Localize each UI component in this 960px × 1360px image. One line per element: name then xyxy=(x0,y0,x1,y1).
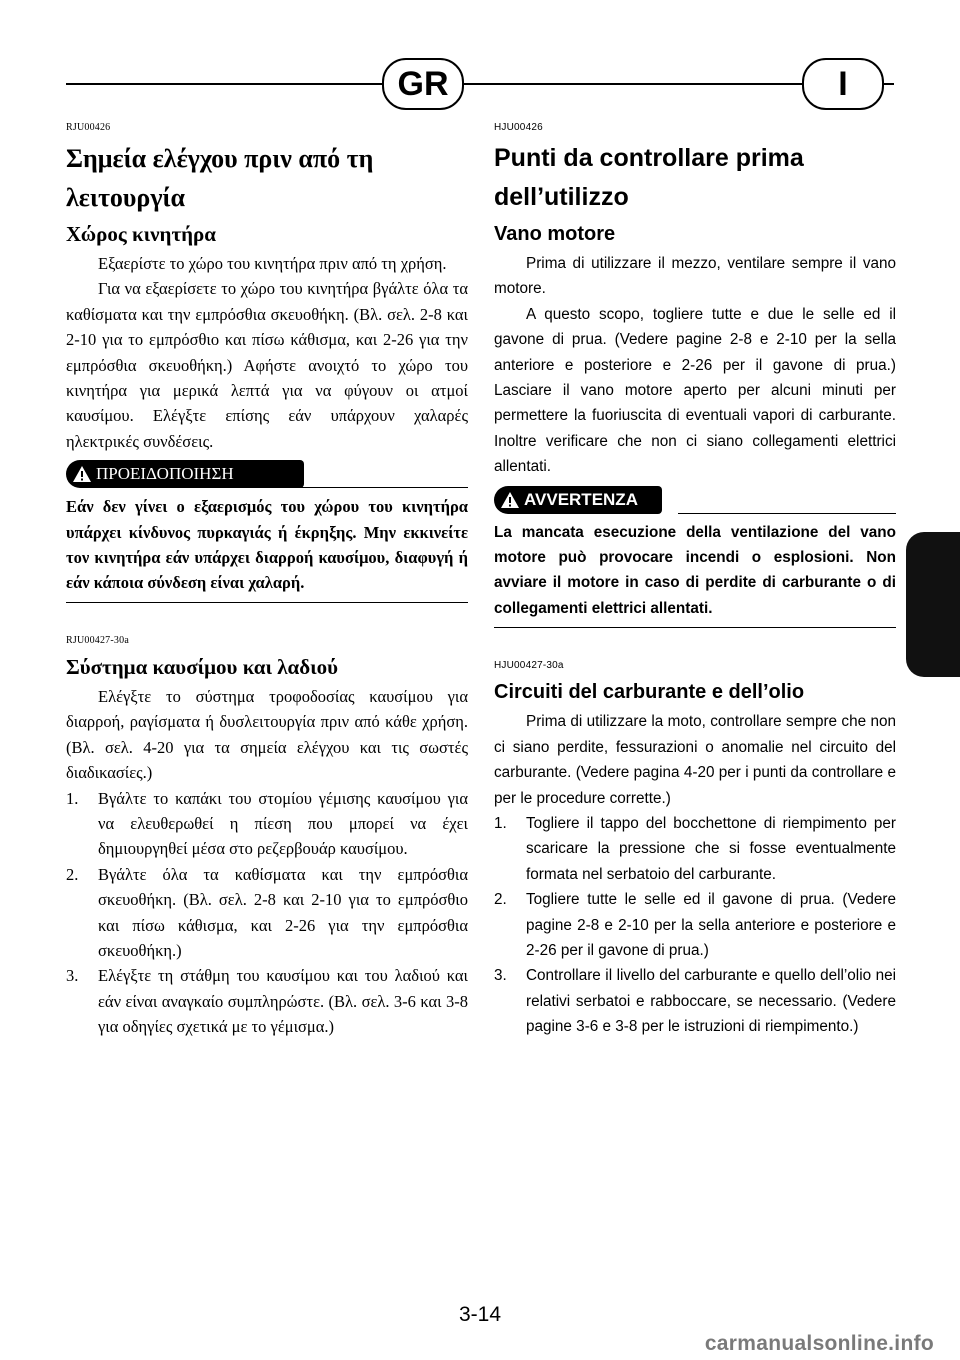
paragraph: Εξαερίστε το χώρο του κινητήρα πριν από τη χρήση. xyxy=(98,254,447,273)
paragraph: Ελέγξτε το σύστημα τροφοδοσίας καυσίμου για διαρροή, ραγίσματα ή δυσλειτουργία πριν από κάθε χρήση. (Βλ. σελ. 4-20 για τα σημεία ελέγχου και τις σωστές διαδικασίες.) xyxy=(66,686,468,783)
list-item xyxy=(66,786,468,862)
greek-column xyxy=(66,122,468,1040)
section-code: RJU00426 xyxy=(66,122,111,133)
chapter-thumb-tab xyxy=(906,532,960,677)
language-tab-italian: I xyxy=(802,58,884,110)
list-item xyxy=(66,862,468,964)
subsection-title: Vano motore xyxy=(494,223,616,245)
section-code: HJU00427-30a xyxy=(494,660,564,672)
warning-rule xyxy=(678,513,896,514)
warning-header xyxy=(66,460,468,490)
step-text: Controllare il livello del carburante e quello dell’olio nei relativi serbatoi e rabboccare, se necessario. (Vedere pagine 3-6 e 3-8 per le istruzioni di riempimento.) xyxy=(526,967,896,1036)
section-title: Σημεία ελέγχου πριν από τη λειτουργία xyxy=(66,144,374,212)
warning-text: Εάν δεν γίνει ο εξαερισμός του χώρου του κινητήρα υπάρχει κίνδυνος πυρκαγιάς ή έκρηξης. Μην εκκινείτε τον κινητήρα εάν υπάρχει διαρροή καυσίμου, διαφυγή ή εάν κάποια σύνδεση είναι χαλαρή. xyxy=(66,494,468,603)
warning-rule xyxy=(298,487,468,488)
section-title: Punti da controllare prima dell’utilizzo xyxy=(494,144,804,211)
section-code: HJU00426 xyxy=(494,122,543,133)
warning-badge xyxy=(494,486,662,514)
warning-label: AVVERTENZA xyxy=(524,489,638,509)
language-tab-greek: GR xyxy=(382,58,464,110)
warning-triangle-icon xyxy=(500,491,520,509)
step-number: 3. xyxy=(66,966,79,986)
section-code: RJU00427-30a xyxy=(66,634,129,646)
steps-list xyxy=(494,811,896,1040)
step-text: Ελέγξτε τη στάθμη του καυσίμου και του λαδιού και εάν είναι αναγκαίο συμπληρώστε. (Βλ. σελ. 3-6 και 3-8 για οδηγίες σχετικά με το γέμισμα.) xyxy=(98,966,468,1037)
steps-list xyxy=(66,786,468,1040)
list-item xyxy=(494,811,896,887)
header-rule xyxy=(66,83,894,85)
warning-header xyxy=(494,486,896,516)
warning-triangle-icon xyxy=(72,465,92,483)
step-number: 1. xyxy=(66,788,79,808)
step-number: 1. xyxy=(494,814,507,832)
page-number: 3-14 xyxy=(458,1303,502,1326)
step-text: Togliere il tappo del bocchettone di riempimento per scaricare la pressione che si fosse eventualmente formata nel serbatoio del carburante. xyxy=(526,814,896,883)
warning-badge xyxy=(66,460,304,488)
step-text: Togliere tutte le selle ed il gavone di prua. (Vedere pagine 2-8 e 2-10 per la sella anteriore e posteriore e 2-26 per il gavone di prua.) xyxy=(526,891,896,959)
paragraph: A questo scopo, togliere tutte e due le selle ed il gavone di prua. (Vedere pagine 2-8 e 2-10 per la sella anteriore e posteriore e 2-26 per il gavone di prua.) Lasciare il vano motore aperto per alcuni minuti per permettere la fuoriuscita di eventuali vapori di carburante. Inoltre verificare che non ci siano collegamenti elettrici allentati. xyxy=(494,305,896,476)
list-item xyxy=(66,963,468,1039)
step-number: 2. xyxy=(66,864,79,884)
subsection-title: Χώρος κινητήρα xyxy=(66,222,217,246)
watermark: carmanualsonline.info xyxy=(704,1332,934,1355)
warning-label: ΠΡΟΕΙΔΟΠΟΙΗΣΗ xyxy=(96,464,234,484)
step-text: Βγάλτε το καπάκι του στομίου γέμισης καυσίμου για να ελευθερωθεί η πίεση που μπορεί να έχει δημιουργηθεί μέσα στο ρεζερβουάρ καυσίμου. xyxy=(98,788,468,859)
subsection-title: Σύστημα καυσίμου και λαδιού xyxy=(66,654,339,679)
step-number: 2. xyxy=(494,891,507,909)
paragraph: Prima di utilizzare la moto, controllare sempre che non ci siano perdite, fessurazioni o anomalie nel circuito del carburante. (Vedere pagina 4-20 per i punti da controllare e per le procedure corrette.) xyxy=(494,713,896,807)
step-number: 3. xyxy=(494,967,507,985)
list-item xyxy=(494,887,896,963)
warning-text: La mancata esecuzione della ventilazione del vano motore può provocare incendi o esplosioni. Non avviare il motore in caso di perdite di carburante o di collegamenti elettrici allentati. xyxy=(494,520,896,629)
list-item xyxy=(494,963,896,1039)
paragraph: Για να εξαερίσετε το χώρο του κινητήρα βγάλτε όλα τα καθίσματα και την εμπρόσθια σκευοθήκη. (Βλ. σελ. 2-8 και 2-10 για το εμπρόσθιο και πίσω κάθισμα, και 2-26 για την εμπρόσθια σκευοθήκη.) Αφήστε ανοιχτό το χώρο του κινητήρα για μερικά λεπτά για να φύγουν οι ατμοί καυσίμου. Ελέγξτε επίσης εάν υπάρχουν χαλαρές ηλεκτρικές συνδέσεις. xyxy=(66,279,468,451)
step-text: Βγάλτε όλα τα καθίσματα και την εμπρόσθια σκευοθήκη. (Βλ. σελ. 2-8 και 2-10 για το εμπρόσθιο και πίσω κάθισμα, και 2-26 για την εμπρόσθια σκευοθήκη.) xyxy=(98,864,468,960)
paragraph: Prima di utilizzare il mezzo, ventilare sempre il vano motore. xyxy=(494,255,896,298)
italian-column xyxy=(494,122,896,1040)
subsection-title: Circuiti del carburante e dell’olio xyxy=(494,681,805,704)
